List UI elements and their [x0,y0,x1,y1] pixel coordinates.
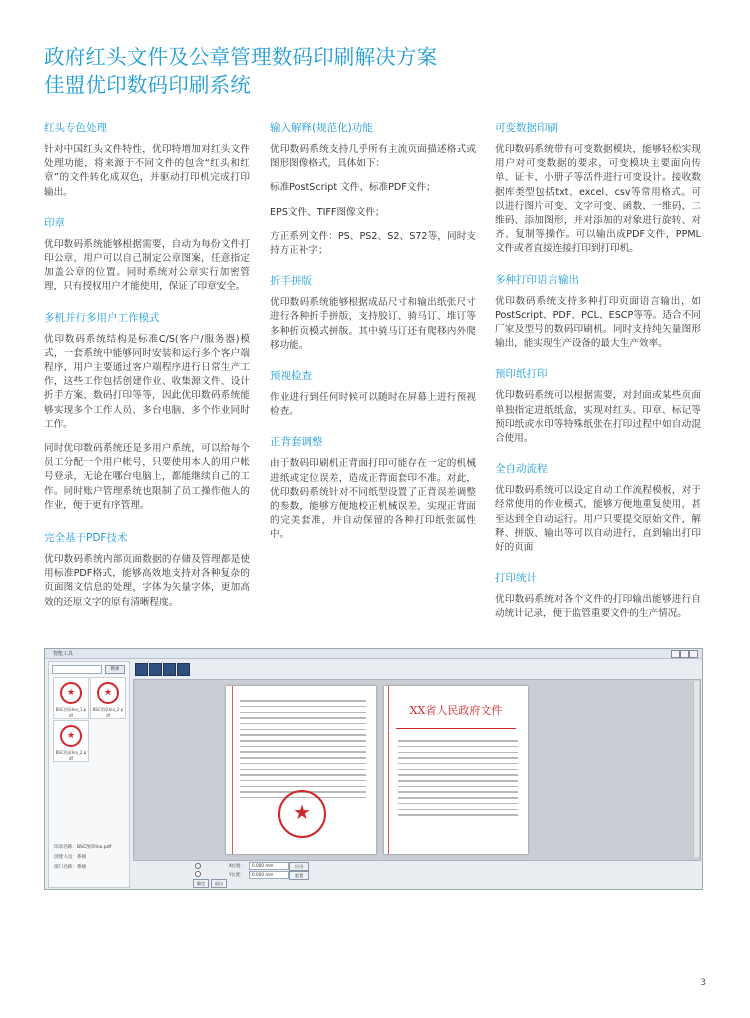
seal-thumbnail[interactable] [53,677,89,719]
software-screenshot [44,648,703,890]
section-heading: 预视检查 [270,370,312,383]
section-heading: 输入解释(规范化)功能 [270,122,373,134]
page-title-line2: 佳盟优印数码印刷系统 [44,73,251,97]
position-controls [133,861,699,887]
section-paragraph: 优印数码系统带有可变数据模块，能够轻松实现用户对可变数据的要求，可变模块主要面向传单、证卡、小册子等活件进行可变设计。接收数据库类型包括txt、excel、csv等常用格式。可以进行图片可变、文字可变、函数、一维码、二维码、添加图形，并对添加的对象进行旋转、对齐、复制等操作。可以输出成PDF文件，PPML文件或者直接连接打印到打印机。 [495,144,701,255]
section-paragraph: 优印数码系统支持几乎所有主流页面描述格式或图形图像格式，具体如下： [270,144,476,170]
close-icon[interactable] [689,650,698,658]
seal-thumbnail[interactable] [53,720,89,762]
thumbnail-caption: BSC图章Ino_2.p df [55,750,87,761]
text-lines [240,696,366,803]
section-paragraph: 优印数码系统能够根据需要，自动为每份文件打印公章，用户可以自己制定公章图案，任意指定加盖公章的位置。同时系统对公章实行加密管理，只有授权用户才能使用，保证了印章安全。 [44,238,250,293]
x-position-field[interactable]: 0.000 mm [249,862,289,870]
column-2 [270,121,476,559]
section-paragraph: 针对中国红头文件特性，优印特增加对红头文件处理功能，将来源于不同文件的包含“红头和红章”的文件转化成双色，并驱动打印机完成打印输出。 [44,144,250,198]
seal-name-row [54,844,111,850]
margin-guide [232,686,233,854]
red-separator-line [396,728,516,729]
minimize-icon[interactable] [671,650,680,658]
section-paragraph: 同时优印数码系统还是多用户系统，可以给每个员工分配一个用户帐号，只要使用本人的用户帐号登录，无论在哪台电脑上，都能继续自己的工作。同时账户管理系统也限制了员工操作他人的作业，便于更有序管理。 [44,443,250,511]
info-label: 部门名称： [54,865,77,870]
section-heading: 可变数据印刷 [495,122,558,134]
seal-list-panel [48,661,130,888]
section-automation [495,462,701,555]
section-heading: 完全基于PDF技术 [44,532,128,545]
section-heading: 折手拼版 [270,275,312,288]
section-statistics [495,571,701,621]
section-paragraph: EPS文件、TIFF图像文件； [270,206,385,218]
section-preprinted [495,367,701,446]
section-paragraph: 优印数码系统能够根据成品尺寸和输出纸张尺寸进行各种折手拼版，支持胶订、骑马订、堆订等多种折页模式拼版。其中骑马订还有爬移内外爬移功能。 [270,297,476,351]
thumbnail-caption: BSC图章Ino_2.p df [92,707,124,718]
y-position-field[interactable]: 0.000 mm [249,871,289,879]
save-icon[interactable] [149,663,162,676]
section-heading: 多种打印语言输出 [495,273,579,286]
reset-button[interactable]: 重置 [289,871,309,880]
seal-icon: ★ [60,682,82,704]
info-value: 系统 [76,865,87,870]
seal-icon: ★ [60,725,82,747]
section-heading: 预印纸打印 [495,368,548,381]
section-heading: 打印统计 [495,572,537,585]
section-heading: 全自动流程 [495,463,548,476]
section-paragraph: 优印数码系统对各个文件的打印输出能够进行自动统计记录，便于监管重要文件的生产情况。 [495,594,701,620]
print-icon[interactable] [177,663,190,676]
section-paragraph: 优印数码系统可以设定自动工作流程模板，对于经常使用的作业模式，能够方便地重复使用，甚至达到全自动运行。用户只要提交原始文件，解释、拼版、输出等可以自动进行，直到输出打印好的页面 [495,485,701,554]
info-label: 创建人员： [54,855,77,860]
info-value: 系统 [76,855,87,860]
thumbnail-caption: BSC图章Ino_1.p df [55,707,87,718]
info-label: 印章名称： [54,845,77,850]
column-3 [495,121,701,638]
section-paragraph: 优印数码系统内部页面数据的存储及管理都是使用标准PDF格式，能够高效地支持对各种复杂的页面图文信息的处理，字体为矢量字体，更加高效的还原文字的原有清晰程度。 [44,554,250,608]
department-row [54,864,86,870]
info-value: BSC图章Ino.pdf [76,845,112,850]
open-icon[interactable] [135,663,148,676]
section-imposition [270,274,476,353]
document-page-left [226,686,376,854]
document-page-right [384,686,528,854]
section-paragraph: 优印数码系统可以根据需要，对封面或某些页面单独指定进纸纸盒，实现对红头、印章、标记等预印纸或水印等特殊纸张在打印过程中如自动混合使用。 [495,390,701,445]
vertical-scrollbar[interactable] [693,681,699,857]
section-red-header [44,121,250,200]
document-viewer [133,679,701,861]
page-title-line1: 政府红头文件及公章管理数码印刷解决方案 [44,45,438,69]
section-input [270,121,476,258]
search-input[interactable] [52,665,102,674]
section-paragraph: 优印数码系统结构是标准C/S(客户/服务器)模式，一套系统中能够同时安装和运行多个客户端程序，用户主要通过客户端程序进行日常生产工作，这些工作包括创建作业、收集源文件、设计折手方案、数码打印等等，因此优印数码系统能够实现多个工作人员、多台电脑、多个作业同时工作。 [44,333,250,430]
page-number: 3 [700,978,706,988]
section-paragraph: 优印数码系统支持多种打印页面语言输出，如PostScript、PDF、PCL、ESCP等等。适合不同厂家及型号的数码印刷机。同时支持纯矢量图形输出，能实现生产设备的最大生产效率。 [495,295,701,350]
section-seal [44,216,250,295]
section-heading: 正背套调整 [270,436,323,449]
text-lines [398,736,518,820]
section-paragraph: 由于数码印刷机正背面打印可能存在一定的机械进纸或定位误差，造成正背面套印不准。对此，优印数码系统针对不同纸型设置了正背误差调整的参数，能够方便地校正机械误差，实现正背面的完美套准，并自动保留的各种打印纸张属性中。 [270,458,476,541]
position-radio[interactable] [195,863,201,869]
section-pdf [44,531,250,610]
seal-icon: ★ [97,682,119,704]
section-preview [270,369,476,419]
section-heading: 红头专色处理 [44,122,107,134]
viewer-toolbar [133,661,699,677]
section-variable-data [495,121,701,257]
official-seal-icon[interactable]: ★ [278,790,326,838]
apply-button[interactable]: 应用 [289,862,309,871]
search-button[interactable]: 搜索 [105,665,125,674]
section-registration [270,435,476,542]
maximize-icon[interactable] [680,650,689,658]
y-position-label: Y位置： [229,872,245,877]
position-radio[interactable] [195,871,201,877]
seal-thumbnail[interactable] [90,677,126,719]
section-paragraph: 作业进行到任何时候可以随时在屏幕上进行预视检查。 [270,392,476,418]
window-title: 智能工具 [53,651,74,657]
section-heading: 印章 [44,216,65,229]
section-languages [495,273,701,352]
section-multi-user [44,311,250,513]
x-position-label: X位置： [229,863,245,868]
seal-tool-icon[interactable] [163,663,176,676]
window-titlebar [45,649,702,659]
section-paragraph: 方正系列文件：PS、PS2、S2、S72等，同时支持方正补字； [270,230,476,257]
section-paragraph: 标准PostScript 文件、标准PDF文件； [270,182,436,194]
section-heading: 多机并行多用户工作模式 [44,311,160,324]
cancel-button[interactable]: 退出 [211,879,227,888]
column-1 [44,121,250,626]
creator-row [54,854,86,860]
ok-button[interactable]: 确定 [193,879,209,888]
document-red-title: XX省人民政府文件 [409,704,503,717]
